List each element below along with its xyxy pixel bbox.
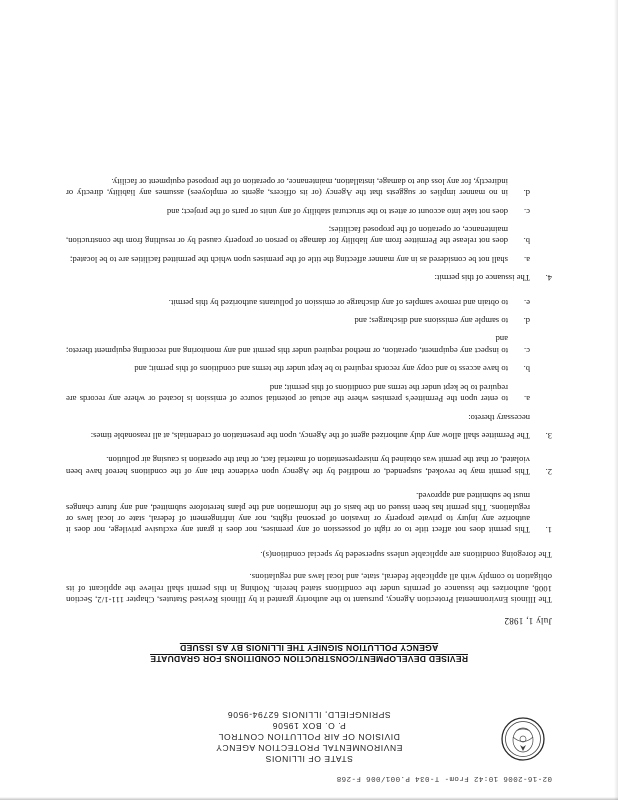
section-4-item-b-text: does not release the Permittee from any liability for damage to person or property caused by or resulting from the construction, maintenance, or operation of the proposed facilities; xyxy=(66,225,508,247)
section-2 xyxy=(66,454,552,477)
document-title-line-1: AGENCY POLLUTION SIGNIFY THE ILLINOIS BY AS ISSUED xyxy=(179,643,439,653)
section-3-item-a-text: to enter upon the Permittee's premises where the actual or potential source of emission is located or where any records are required to be kept under the terms and conditions of this permit; and xyxy=(66,382,508,405)
document-title xyxy=(66,642,552,664)
section-3 xyxy=(66,296,552,441)
document-title-line-0: REVISED DEVELOPMENT/CONSTRUCTION CONDITIONS FOR GRADUATE xyxy=(150,654,468,664)
list-item xyxy=(66,315,530,326)
section-2-text: This permit may be revoked, suspended, or modified by the Agency upon evidence that any of the conditions hereof have been violated, or that the permit was obtained by misrepresentation of material fact, or that the operation is causing air pollution. xyxy=(66,455,530,477)
section-4-item-b-label: b. xyxy=(523,236,530,247)
section-3-item-c-label: c. xyxy=(524,345,530,356)
section-3-number: 3. xyxy=(545,430,552,441)
scan-edge-shadow-left xyxy=(614,0,618,800)
intro-paragraph-1: The foregoing conditions are applicable unless superseded by special condition(s). xyxy=(260,549,552,560)
document-body xyxy=(66,175,552,782)
fax-transmission-header: 02-16-2006 10:42 From- T-034 P.001/006 F-268 xyxy=(336,774,552,782)
section-4 xyxy=(66,175,552,283)
agency-line-2: DIVISION OF AIR POLLUTION CONTROL xyxy=(218,732,400,742)
section-3-item-d-label: d. xyxy=(523,316,530,327)
section-3-item-e-text: to obtain and remove samples of any discharge or emission of pollutants authorized by this permit. xyxy=(168,297,508,308)
section-4-item-d-label: d. xyxy=(523,188,530,199)
section-3-item-c-text: to inspect any equipment, operation, or method required under this permit and any monitoring and recording equipment thereto; and xyxy=(66,334,508,356)
section-3-item-e-label: e. xyxy=(524,297,530,308)
list-item xyxy=(66,333,530,356)
section-2-number: 2. xyxy=(545,466,552,477)
list-item xyxy=(66,175,530,198)
state-seal-icon xyxy=(500,716,546,762)
issue-date: July 1, 1982 xyxy=(504,616,552,626)
section-3-item-b-text: to have access to and copy any records required to be kept under the terms and conditions of this permit; and xyxy=(134,364,508,375)
list-item xyxy=(66,296,530,307)
section-4-item-d-text: in no manner implies or suggests that the Agency (or its officers, agents or employees) assumes any liability, directly or indirectly, for any loss due to damage, installation, maintenance, or operation of the proposed equipment or facility. xyxy=(66,176,508,199)
agency-line-4: SPRINGFIELD, ILLINOIS 62794-9506 xyxy=(227,710,391,720)
section-3-item-a-label: a. xyxy=(524,394,530,405)
section-4-item-a-label: a. xyxy=(524,254,530,265)
letterhead xyxy=(66,690,552,764)
agency-address-block xyxy=(66,709,552,764)
list-item xyxy=(66,381,530,404)
list-item xyxy=(66,253,530,264)
section-4-number: 4. xyxy=(545,273,552,284)
section-1-text: This permit does not affect title to or right of possession of any premises, nor does it grant any exclusive privilege, nor does it authorize any injury to private property or invasion of personal rights, nor any infringement of federal, state or local laws or regulations. This permit has been issued on the basis of the information and the plans heretofore submitted, and any future changes must be submitted and approved. xyxy=(66,491,530,536)
list-item xyxy=(66,205,530,216)
section-3-item-b-label: b. xyxy=(523,364,530,375)
section-4-item-c-label: c. xyxy=(524,206,530,217)
section-4-item-c-text: does not take into account or attest to the structural stability of any units or parts of the project; and xyxy=(166,206,508,217)
section-4-text: The issuance of this permit: xyxy=(434,273,530,284)
section-3-text: The Permittee shall allow any duly authorized agent of the Agency, upon the presentation of credentials, at all reasonable times: xyxy=(90,430,530,441)
list-item xyxy=(66,363,530,374)
list-item xyxy=(66,224,530,247)
section-1-number: 1. xyxy=(545,525,552,536)
agency-line-0: STATE OF ILLINOIS xyxy=(265,754,353,764)
section-1 xyxy=(66,490,552,536)
agency-line-3: P. O. BOX 19506 xyxy=(272,721,346,731)
section-3-item-d-text: to sample any emissions and discharges; and xyxy=(354,316,508,327)
intro-paragraph-0: The Illinois Environmental Protection Agency, pursuant to the authority granted it by Illinois Revised Statutes, Chapter 111-1/2, Section 1008, authorizes the issuance of permits under the conditions stated herein. Nothing in this permit shall relieve the applicant of its obligation to comply with all applicable federal, state, and local laws and regulations. xyxy=(66,572,552,605)
section-3-lead-in: necessary thereto: xyxy=(468,412,530,423)
agency-line-1: ENVIRONMENTAL PROTECTION AGENCY xyxy=(215,743,403,753)
section-4-item-a-text: shall not be considered as in any manner affecting the title of the premises upon which the permitted facilities are to be located; xyxy=(70,254,508,265)
